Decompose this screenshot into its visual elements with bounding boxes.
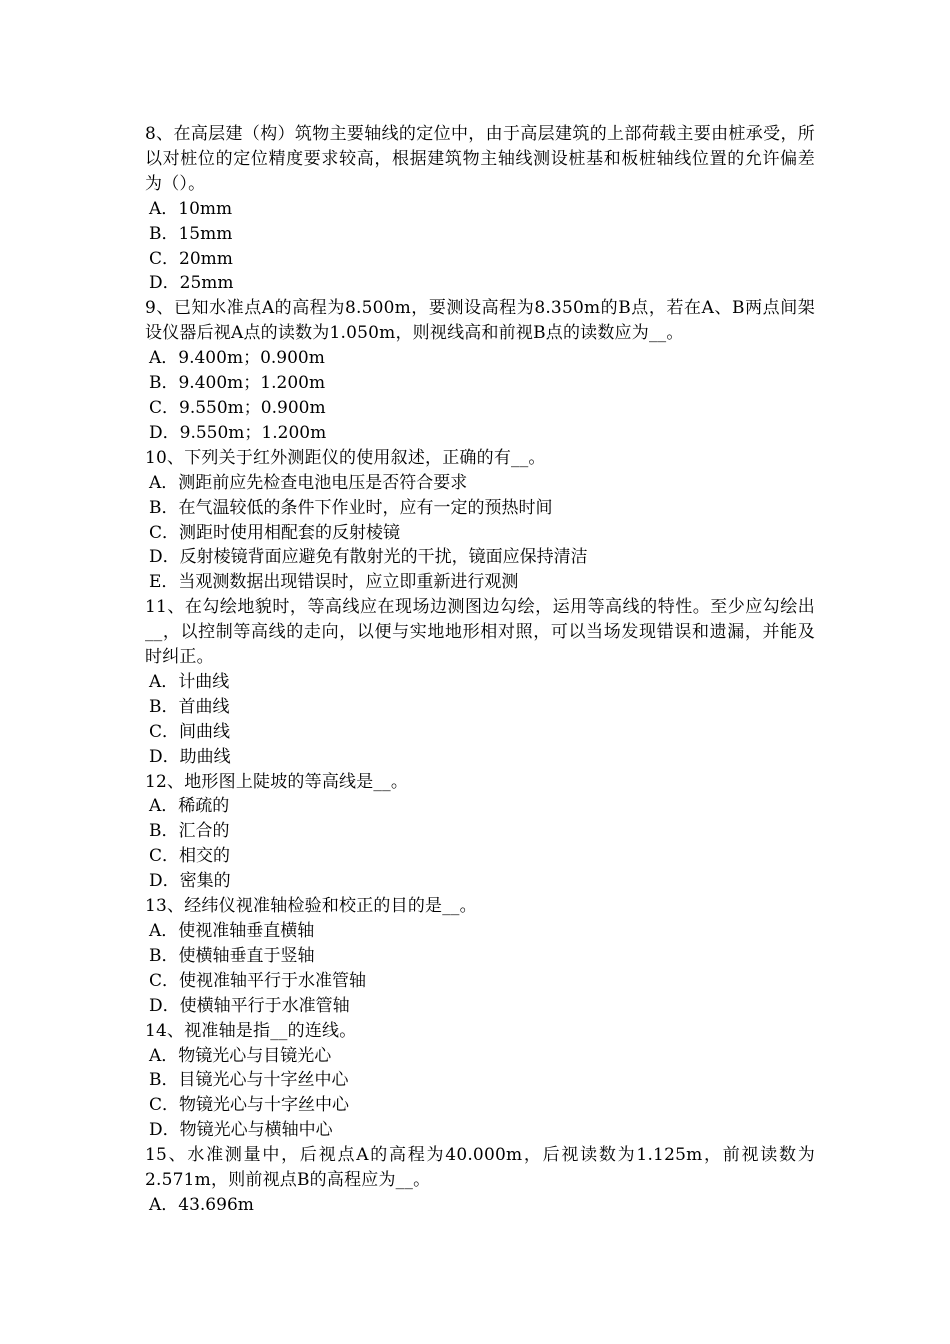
question-text: 9、已知水准点A的高程为8.500m，要测设高程为8.350m的B点，若在A、B两点间架设仪器后视A点的读数为1.050m，则视线高和前视B点的读数应为__。: [145, 298, 815, 344]
option-d: D．使横轴平行于水准管轴: [149, 995, 350, 1016]
option-b: B．目镜光心与十字丝中心: [149, 1070, 349, 1091]
question-14: [145, 1019, 815, 1144]
document-page: [145, 122, 815, 1218]
option-a: A．稀疏的: [149, 796, 230, 817]
question-12: [145, 770, 815, 895]
option-b: B．使横轴垂直于竖轴: [149, 945, 315, 966]
option-a: A．使视准轴垂直横轴: [149, 921, 315, 941]
question-9: [145, 296, 815, 445]
option-b: B．15mm: [149, 223, 233, 244]
option-d: D．物镜光心与横轴中心: [149, 1120, 333, 1141]
option-a: A．9.400m；0.900m: [149, 348, 325, 369]
question-text: 15、水准测量中，后视点A的高程为40.000m，后视读数为1.125m，前视读数为2.571m，则前视点B的高程应为__。: [145, 1145, 815, 1191]
option-a: A．43.696m: [149, 1194, 254, 1215]
question-15: [145, 1143, 815, 1218]
option-b: B．汇合的: [149, 821, 230, 842]
question-text: 12、地形图上陡坡的等高线是__。: [145, 771, 409, 792]
option-a: A．测距前应先检查电池电压是否符合要求: [149, 472, 468, 493]
option-c: C．20mm: [149, 248, 233, 269]
option-a: A．计曲线: [149, 671, 230, 692]
option-b: B．首曲线: [149, 696, 230, 717]
question-text: 13、经纬仪视准轴检验和校正的目的是__。: [145, 896, 477, 917]
question-text: 14、视准轴是指__的连线。: [145, 1020, 357, 1041]
option-c: C．9.550m；0.900m: [149, 397, 326, 418]
question-text: 8、在高层建（构）筑物主要轴线的定位中，由于高层建筑的上部荷载主要由桩承受，所以对桩位的定位精度要求较高，根据建筑物主轴线测设桩基和板桩轴线位置的允许偏差为（）。: [145, 124, 815, 194]
option-a: A．物镜光心与目镜光心: [149, 1045, 332, 1066]
question-text: 10、下列关于红外测距仪的使用叙述，正确的有__。: [145, 447, 546, 468]
option-c: C．使视准轴平行于水准管轴: [149, 970, 367, 991]
question-13: [145, 894, 815, 1019]
option-d: D．反射棱镜背面应避免有散射光的干扰，镜面应保持清洁: [149, 547, 588, 568]
option-a: A．10mm: [149, 198, 233, 219]
option-c: C．间曲线: [149, 721, 231, 742]
question-11: [145, 595, 815, 769]
option-d: D．25mm: [149, 273, 234, 294]
option-b: B．9.400m；1.200m: [149, 373, 326, 394]
option-c: C．物镜光心与十字丝中心: [149, 1095, 350, 1116]
option-c: C．相交的: [149, 846, 231, 867]
option-d: D．助曲线: [149, 746, 231, 767]
question-10: [145, 446, 815, 595]
option-d: D．9.550m；1.200m: [149, 422, 327, 443]
question-8: [145, 122, 815, 296]
option-d: D．密集的: [149, 871, 231, 892]
option-c: C．测距时使用相配套的反射棱镜: [149, 522, 401, 543]
option-e: E．当观测数据出现错误时，应立即重新进行观测: [149, 572, 519, 593]
question-text: 11、在勾绘地貌时，等高线应在现场边测图边勾绘，运用等高线的特性。至少应勾绘出__，以控制等高线的走向，以便与实地地形相对照，可以当场发现错误和遗漏，并能及时纠正。: [145, 597, 815, 668]
option-b: B．在气温较低的条件下作业时，应有一定的预热时间: [149, 497, 553, 518]
